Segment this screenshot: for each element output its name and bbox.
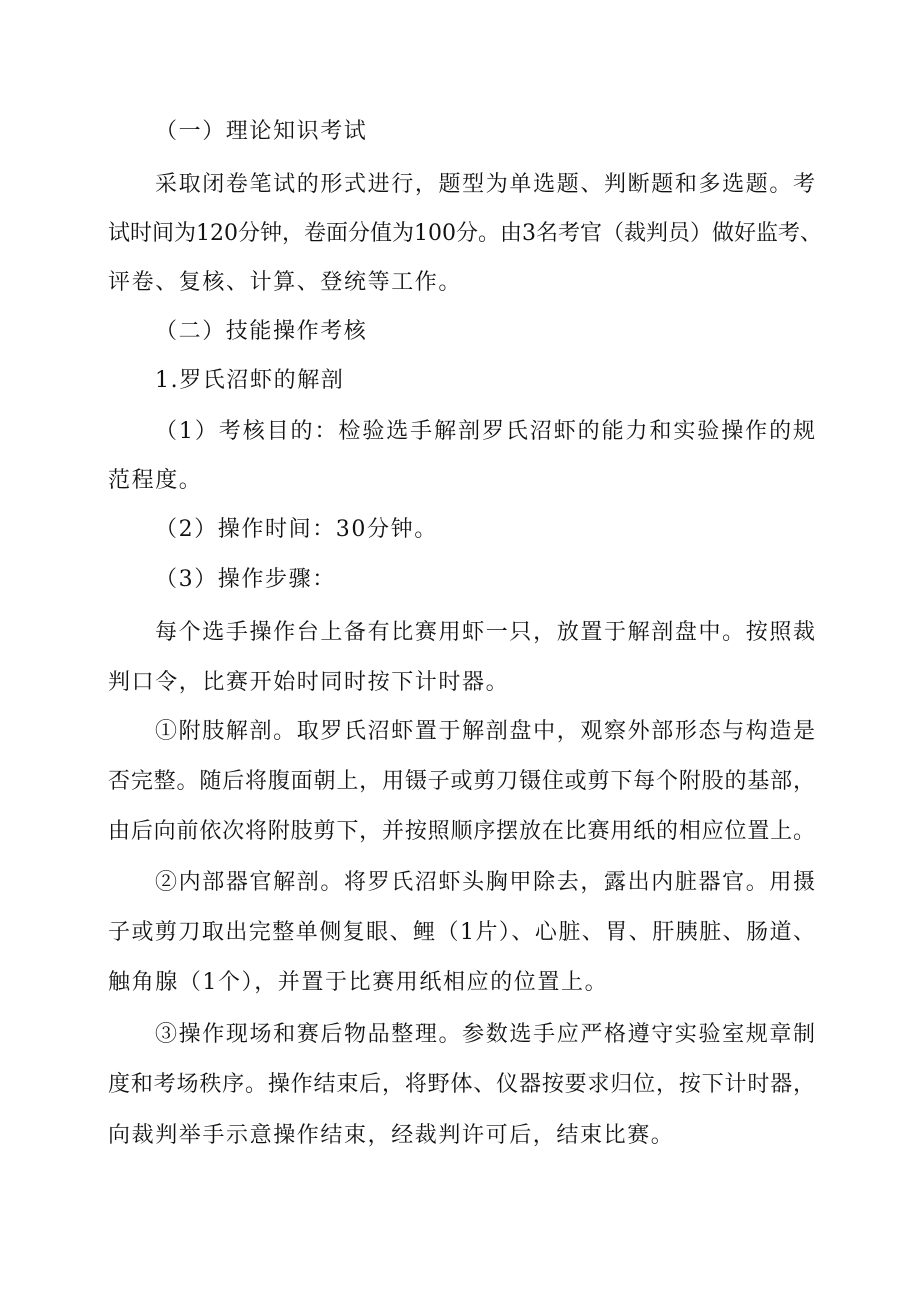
- section-heading-theory: （一）理论知识考试: [155, 119, 368, 144]
- paragraph-line: 每个选手操作台上备有比赛用虾一只，放置于解剖盘中。按照裁: [155, 620, 815, 645]
- paragraph-line: 由后向前依次将附肢剪下，并按照顺序摆放在比赛用纸的相应位置上。: [108, 819, 815, 844]
- section-heading-skills: （二）技能操作考核: [155, 319, 368, 344]
- paragraph-line: 试时间为120分钟，卷面分值为100分。由3名考官（裁判员）做好监考、: [108, 221, 822, 246]
- paragraph-line: 评卷、复核、计算、登统等工作。: [108, 270, 463, 295]
- paragraph-line: 判口令，比赛开始时同时按下计时器。: [108, 670, 510, 695]
- paragraph-line: 触角腺（1个），并置于比赛用纸相应的位置上。: [108, 970, 609, 995]
- paragraph-line: 范程度。: [108, 468, 203, 493]
- paragraph-line: （2）操作时间：30分钟。: [155, 517, 438, 542]
- paragraph-line: 度和考场秩序。操作结束后，将野体、仪器按要求归位，按下计时器，: [108, 1072, 815, 1097]
- paragraph-line: （1）考核目的：检验选手解剖罗氏沼虾的能力和实验操作的规: [155, 419, 815, 444]
- paragraph-line: 采取闭卷笔试的形式进行，题型为单选题、判断题和多选题。考: [155, 172, 815, 197]
- paragraph-line: 向裁判举手示意操作结束，经裁判许可后，结束比赛。: [108, 1123, 675, 1148]
- subsection-heading: 1.罗氏沼虾的解剖: [155, 368, 345, 393]
- paragraph-line: 子或剪刀取出完整单侧复眼、鲤（1片）、心脏、胃、肝胰脏、肠道、: [108, 920, 815, 945]
- paragraph-line: 否完整。随后将腹面朝上，用镊子或剪刀镊住或剪下每个附股的基部，: [108, 769, 815, 794]
- paragraph-line: （3）操作步骤：: [155, 567, 336, 592]
- paragraph-line: ②内部器官解剖。将罗氏沼虾头胸甲除去，露出内脏器官。用摄: [155, 870, 815, 895]
- paragraph-line: ①附肢解剖。取罗氏沼虾置于解剖盘中，观察外部形态与构造是: [155, 719, 815, 744]
- paragraph-line: ③操作现场和赛后物品整理。参数选手应严格遵守实验室规章制: [155, 1022, 815, 1047]
